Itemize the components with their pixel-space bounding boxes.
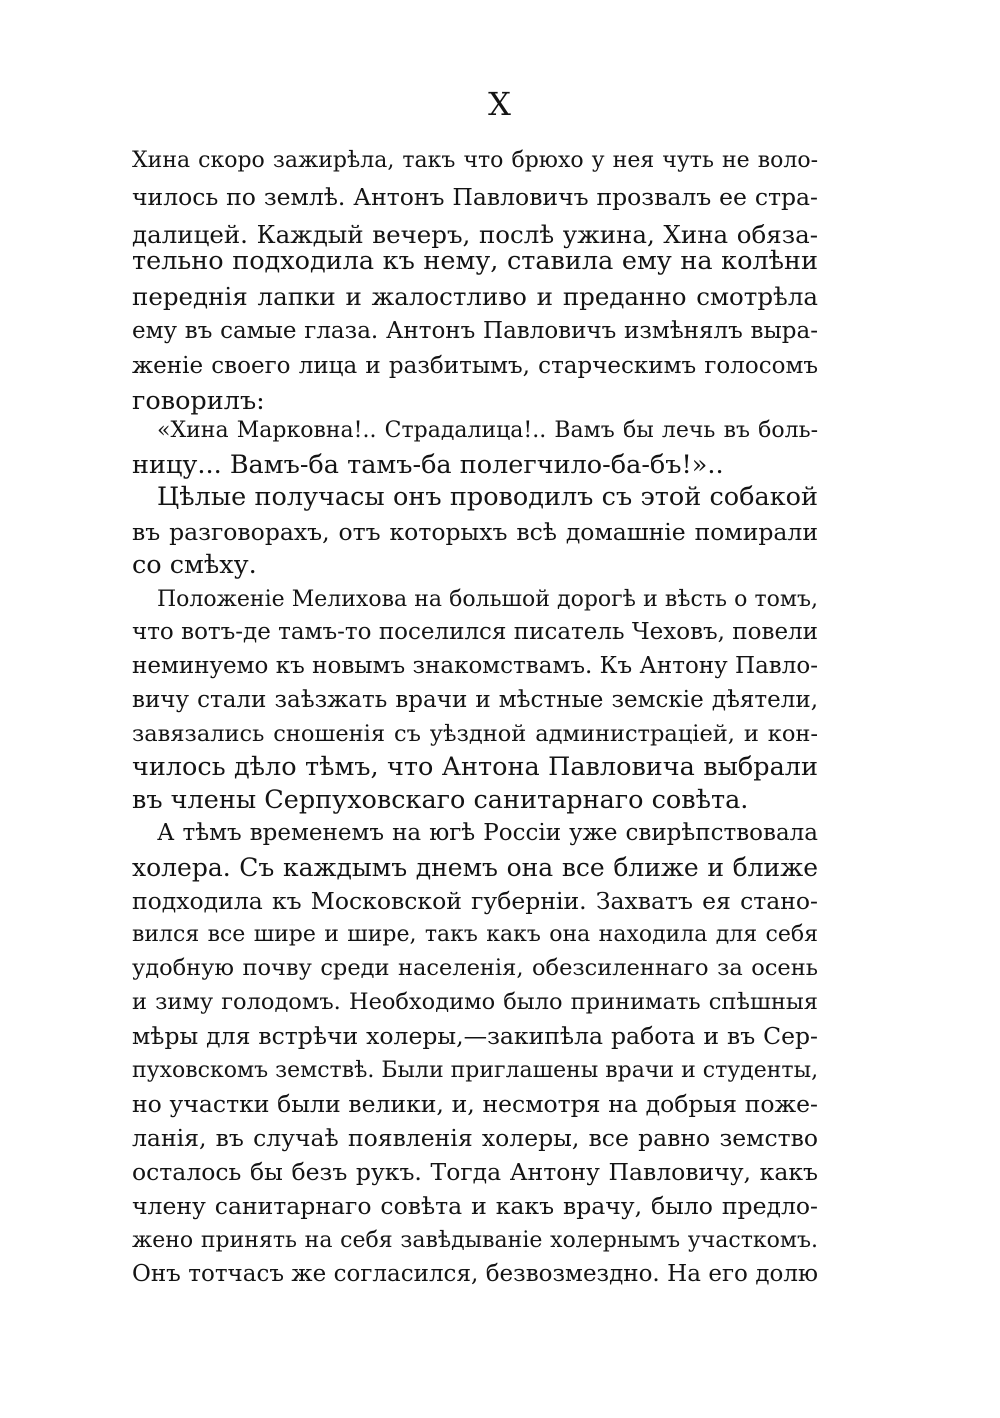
text-line: въ разговорахъ, отъ которыхъ всѣ домашніе помирали [132,518,818,546]
text-line: «Хина Марковна!.. Страдалица!.. Вамъ бы лечь въ боль- [157,418,818,443]
text-line: удобную почву среди населенія, обезсиленнаго за осень [132,955,818,981]
text-line: переднія лапки и жалостливо и преданно смотрѣла [132,282,818,311]
text-line: что вотъ-де тамъ-то поселился писатель Чеховъ, повели [132,619,818,645]
text-line: со смѣху. [132,550,257,580]
text-line: ему въ самые глаза. Антонъ Павловичъ измѣнялъ выра- [132,318,818,344]
text-line: А тѣмъ временемъ на югѣ Россіи уже свирѣпствовала [157,820,818,846]
text-line: ланія, въ случаѣ появленія холеры, все равно земство [132,1124,818,1152]
chapter-heading: X [488,85,512,123]
text-line: жено принять на себя завѣдываніе холернымъ участкомъ. [132,1228,818,1253]
text-line: осталось бы безъ рукъ. Тогда Антону Павловичу, какъ [132,1158,818,1186]
text-line: и зиму голодомъ. Необходимо было принимать спѣшныя [132,989,818,1015]
text-line: подходила къ Московской губерніи. Захватъ ея стано- [132,887,818,915]
text-line: вился все шире и шире, такъ какъ она находила для себя [132,922,818,947]
text-line: неминуемо къ новымъ знакомствамъ. Къ Антону Павло- [132,653,818,679]
text-line: холера. Съ каждымъ днемъ она все ближе и ближе [132,853,818,882]
text-line: вичу стали заѣзжать врачи и мѣстные земскіе дѣятели, [132,687,818,713]
text-line: пуховскомъ земствѣ. Были приглашены врачи и студенты, [132,1058,819,1083]
text-line: далицей. Каждый вечеръ, послѣ ужина, Хина обяза- [132,220,818,249]
text-line: но участки были велики, и, несмотря на добрыя поже- [132,1090,818,1118]
text-line: женіе своего лица и разбитымъ, старческимъ голосомъ [132,353,818,379]
text-line: Онъ тотчасъ же согласился, безвозмездно. На его долю [132,1261,818,1287]
text-line: чилось по землѣ. Антонъ Павловичъ прозвалъ ее стра- [132,183,818,211]
text-line: Положеніе Мелихова на большой дорогѣ и вѣсть о томъ, [157,587,818,612]
text-line: въ члены Серпуховскаго санитарнаго совѣта. [132,785,749,815]
text-line: тельно подходила къ нему, ставила ему на колѣни [132,246,818,276]
text-line: Цѣлые получасы онъ проводилъ съ этой собакой [157,482,818,512]
text-line: завязались сношенія съ уѣздной администраціей, и кон- [132,721,818,747]
text-line: говорилъ: [132,386,265,416]
text-line: чилось дѣло тѣмъ, что Антона Павловича выбрали [132,752,818,782]
text-line: Хина скоро зажирѣла, такъ что брюхо у нея чуть не воло- [132,148,818,173]
text-line: члену санитарнаго совѣта и какъ врачу, было предло- [132,1192,818,1220]
text-line: мѣры для встрѣчи холеры,—закипѣла работа и въ Сер- [132,1022,818,1050]
text-line: ницу... Вамъ-ба тамъ-ба полегчило-ба-бъ!».. [132,450,724,480]
